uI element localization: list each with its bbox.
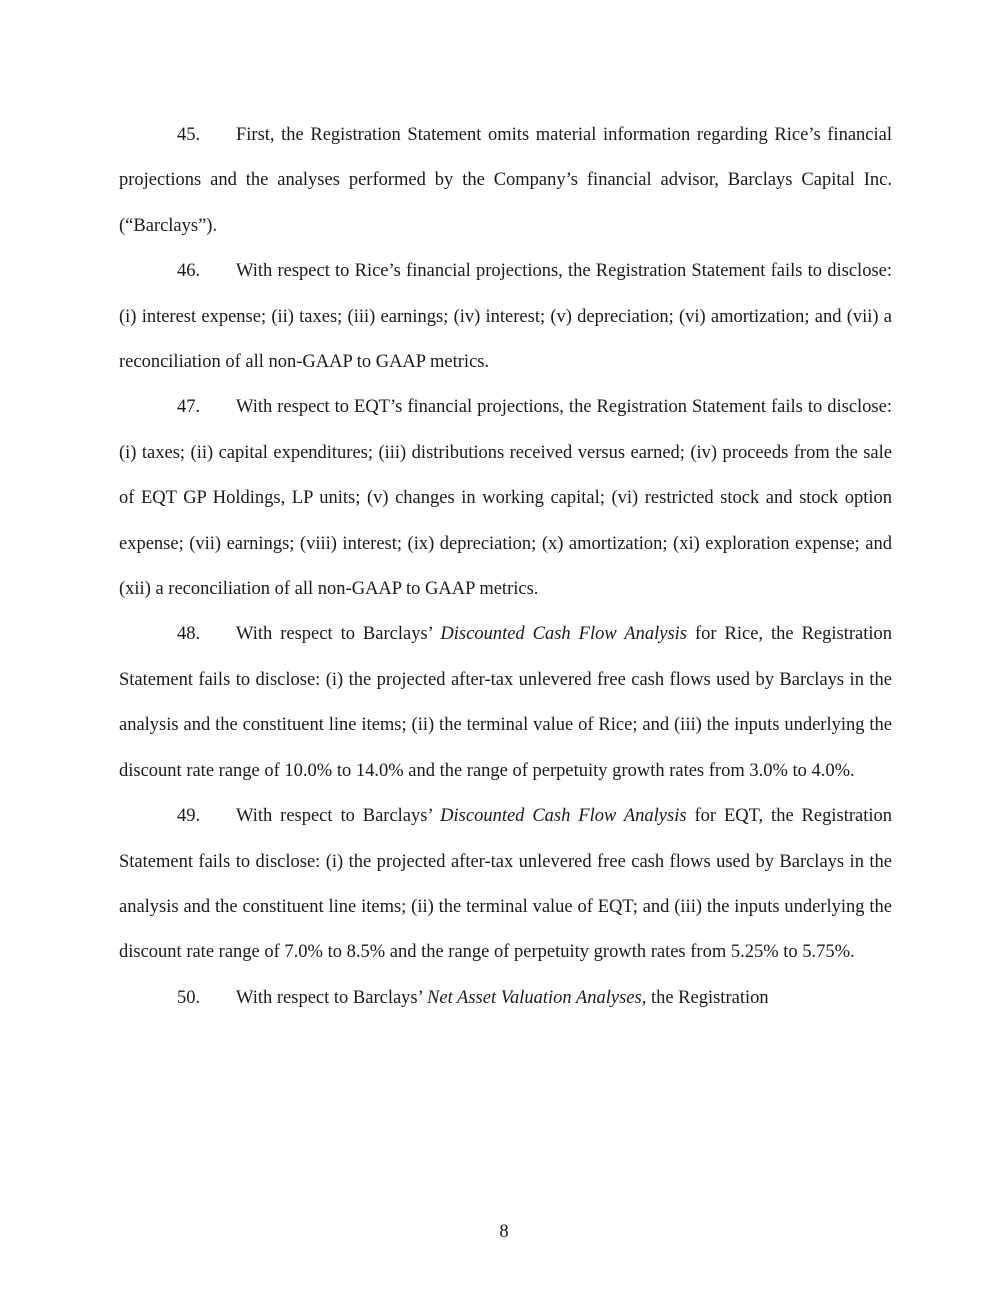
paragraph-text: First, the Registration Statement omits material information regarding Rice’s financial projections and the analyses performed by the Company’s financial advisor, Barclays Capital Inc. (“Barclays”).	[119, 125, 892, 236]
paragraph-number: 46.	[177, 261, 201, 282]
document-body	[119, 113, 892, 1021]
paragraph-46	[119, 249, 892, 385]
analysis-title: Discounted Cash Flow Analysis	[440, 806, 687, 827]
paragraph-49	[119, 794, 892, 976]
paragraph-text: With respect to Barclays’	[236, 806, 441, 827]
paragraph-text: for EQT, the Registration Statement fails to disclose: (i) the projected after-tax unlevered free cash flows used by Barclays in the analysis and the constituent line items; (ii) the terminal value of EQT; and (iii) the inputs underlying the discount rate range of 7.0% to 8.5% and the range of perpetuity growth rates from 5.25% to 5.75%.	[119, 806, 892, 963]
paragraph-number: 50.	[177, 987, 201, 1008]
paragraph-number: 45.	[177, 125, 201, 145]
paragraph-47	[119, 385, 892, 612]
paragraph-text: for Rice, the Registration Statement fails to disclose: (i) the projected after-tax unlevered free cash flows used by Barclays in the analysis and the constituent line items; (ii) the terminal value of Rice; and (iii) the inputs underlying the discount rate range of 10.0% to 14.0% and the range of perpetuity growth rates from 3.0% to 4.0%.	[119, 624, 892, 781]
analysis-title: Net Asset Valuation Analyses	[427, 987, 642, 1008]
paragraph-text: With respect to Barclays’	[236, 624, 441, 645]
paragraph-text: With respect to EQT’s financial projections, the Registration Statement fails to disclose: (i) taxes; (ii) capital expenditures; (iii) distributions received versus earned; (iv) proceeds from the sale of EQT GP Holdings, LP units; (v) changes in working capital; (vi) restricted stock and stock option expense; (vii) earnings; (viii) interest; (ix) depreciation; (x) amortization; (xi) exploration expense; and (xii) a reconciliation of all non-GAAP to GAAP metrics.	[119, 397, 892, 600]
paragraph-text: With respect to Rice’s financial projections, the Registration Statement fails to disclose: (i) interest expense; (ii) taxes; (iii) earnings; (iv) interest; (v) depreciation; (vi) amortization; and (vii) a reconciliation of all non-GAAP to GAAP metrics.	[119, 261, 892, 373]
paragraph-number: 47.	[177, 397, 201, 418]
paragraph-text: , the Registration	[641, 987, 769, 1008]
analysis-title: Discounted Cash Flow Analysis	[440, 624, 687, 645]
paragraph-48	[119, 612, 892, 794]
paragraph-text: With respect to Barclays’	[236, 987, 428, 1008]
paragraph-number: 48.	[177, 624, 201, 645]
paragraph-50	[119, 976, 892, 1021]
paragraph-number: 49.	[177, 806, 201, 827]
page-number: 8	[499, 1222, 509, 1242]
paragraph-45	[119, 113, 892, 249]
